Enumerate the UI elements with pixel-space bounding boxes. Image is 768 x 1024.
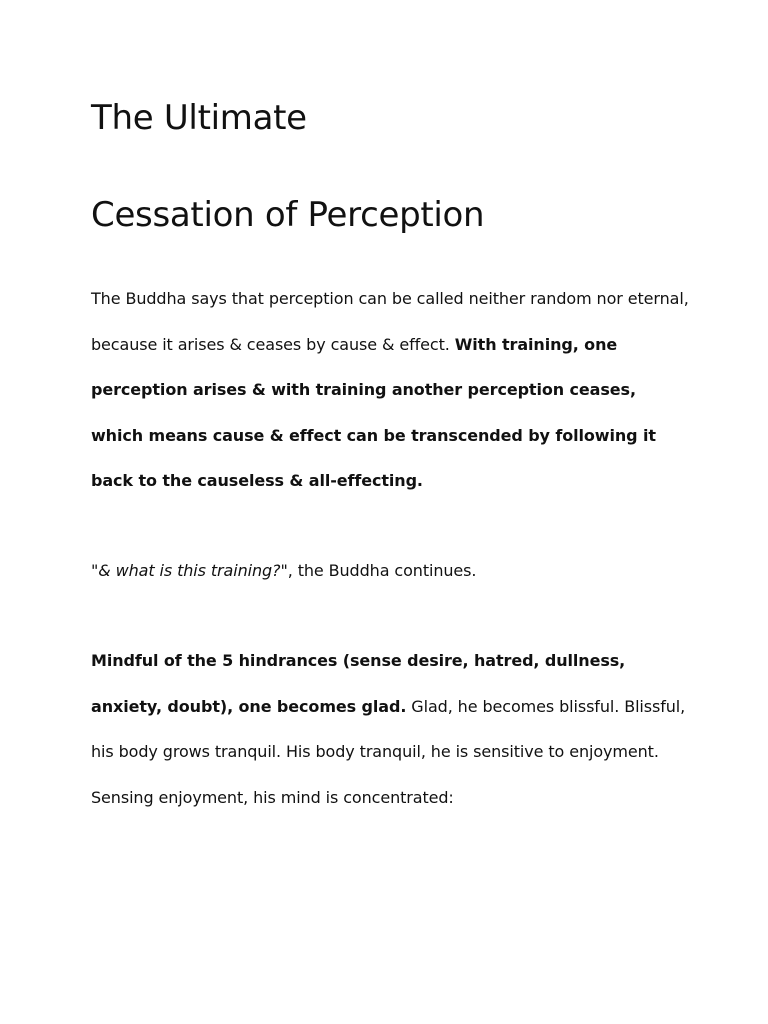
paragraph-3: [91, 638, 691, 820]
title-line-2: Cessation of Perception: [91, 195, 485, 235]
paragraph-3-plain: Glad, he becomes blissful. Blissful, his body grows tranquil. His body tranquil, he is sensitive to enjoyment. Sensing enjoyment, his mind is concentrated:: [91, 696, 686, 807]
title-line-1: The Ultimate: [91, 98, 307, 138]
paragraph-1-bold: With training, one perception arises & with training another perception ceases, which means cause & effect can be transcended by following it back to the causeless & all-effecting.: [91, 334, 656, 490]
paragraph-2-rest: , the Buddha continues.: [287, 561, 477, 580]
paragraph-2-close-quote: ": [280, 561, 288, 580]
paragraph-2-italic-quote: & what is this training?: [98, 561, 281, 580]
paragraph-3-bold: Mindful of the 5 hindrances (sense desire, hatred, dullness, anxiety, doubt), one becomes glad.: [91, 651, 626, 716]
paragraph-1: [91, 276, 691, 504]
paragraph-1-plain: The Buddha says that perception can be called neither random nor eternal, because it arises & ceases by cause & effect.: [91, 289, 689, 354]
paragraph-2: [91, 548, 691, 594]
paragraph-2-open-quote: ": [91, 561, 99, 580]
